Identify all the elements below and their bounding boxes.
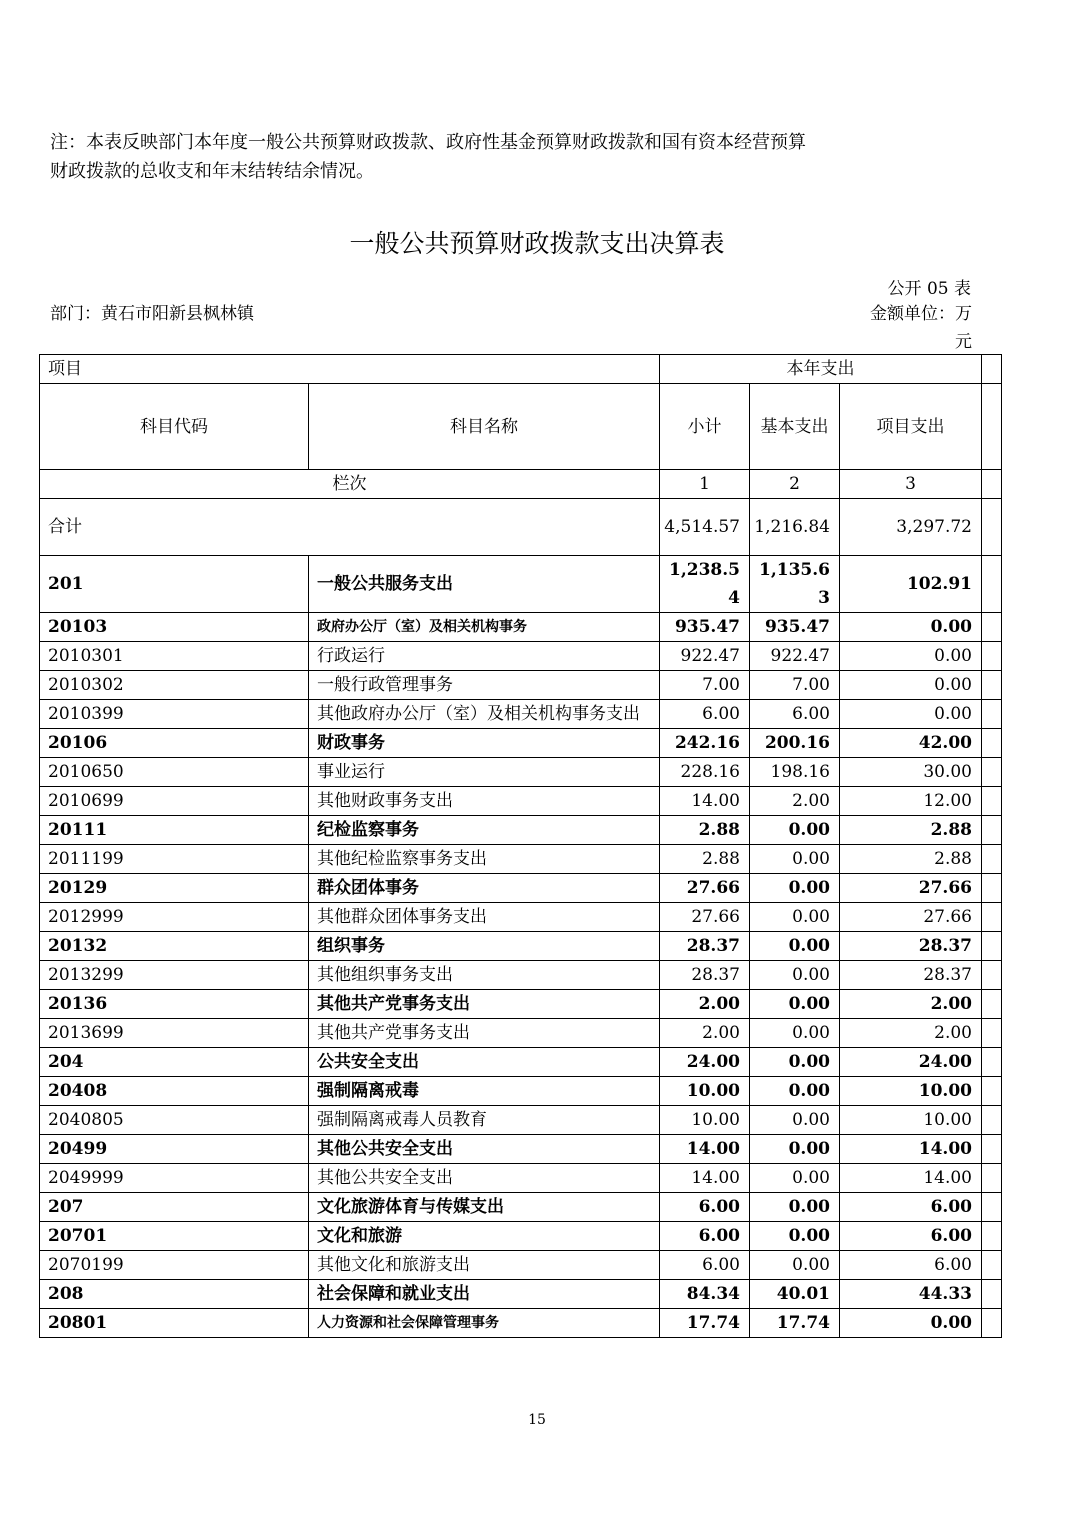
blank-cell <box>982 961 1002 990</box>
basic-value: 0.00 <box>750 903 840 932</box>
project-value: 12.00 <box>840 787 982 816</box>
table-row <box>40 1251 1002 1280</box>
table-row <box>40 1106 1002 1135</box>
blank-cell <box>982 1164 1002 1193</box>
blank-cell <box>982 613 1002 642</box>
subtotal-value: 228.16 <box>660 758 750 787</box>
blank-cell <box>982 1135 1002 1164</box>
project-value: 102.91 <box>840 556 982 613</box>
table-row <box>40 1077 1002 1106</box>
blank-cell <box>982 671 1002 700</box>
subtotal-value: 2.88 <box>660 845 750 874</box>
table-row <box>40 845 1002 874</box>
total-subtotal: 4,514.57 <box>660 499 750 556</box>
subject-name: 其他政府办公厅（室）及相关机构事务支出 <box>309 700 660 729</box>
basic-value: 1,135.63 <box>750 556 840 613</box>
subtotal-value: 27.66 <box>660 903 750 932</box>
amount-unit-line-1: 金额单位：万 <box>870 304 972 324</box>
basic-value: 0.00 <box>750 961 840 990</box>
blank-cell <box>982 1077 1002 1106</box>
blank-cell <box>982 499 1002 556</box>
column-header-code: 科目代码 <box>40 384 309 470</box>
blank-cell <box>982 1309 1002 1338</box>
basic-value: 2.00 <box>750 787 840 816</box>
basic-value: 0.00 <box>750 932 840 961</box>
subject-name: 一般行政管理事务 <box>309 671 660 700</box>
subtotal-value: 935.47 <box>660 613 750 642</box>
blank-cell <box>982 874 1002 903</box>
subject-name: 其他文化和旅游支出 <box>309 1251 660 1280</box>
subject-code: 2040805 <box>40 1106 309 1135</box>
subject-name: 组织事务 <box>309 932 660 961</box>
blank-cell <box>982 903 1002 932</box>
project-value: 2.00 <box>840 1019 982 1048</box>
project-value: 6.00 <box>840 1251 982 1280</box>
subject-name: 纪检监察事务 <box>309 816 660 845</box>
subject-code: 20132 <box>40 932 309 961</box>
table-row <box>40 1019 1002 1048</box>
subtotal-value: 2.00 <box>660 1019 750 1048</box>
subtotal-value: 10.00 <box>660 1106 750 1135</box>
blank-cell <box>982 1222 1002 1251</box>
project-value: 27.66 <box>840 903 982 932</box>
column-index-1: 1 <box>660 470 750 499</box>
project-value: 0.00 <box>840 1309 982 1338</box>
table-row <box>40 1048 1002 1077</box>
subject-code: 2011199 <box>40 845 309 874</box>
column-index-3: 3 <box>840 470 982 499</box>
basic-value: 0.00 <box>750 845 840 874</box>
blank-cell <box>982 758 1002 787</box>
basic-value: 0.00 <box>750 1251 840 1280</box>
subject-name: 强制隔离戒毒 <box>309 1077 660 1106</box>
column-header-name: 科目名称 <box>309 384 660 470</box>
total-label: 合计 <box>40 499 660 556</box>
project-value: 2.88 <box>840 816 982 845</box>
column-header-subtotal: 小计 <box>660 384 750 470</box>
subject-code: 20129 <box>40 874 309 903</box>
department-label: 部门：黄石市阳新县枫林镇 <box>50 304 254 324</box>
project-value: 6.00 <box>840 1193 982 1222</box>
subject-name: 其他纪检监察事务支出 <box>309 845 660 874</box>
subject-code: 20499 <box>40 1135 309 1164</box>
subject-code: 208 <box>40 1280 309 1309</box>
blank-cell <box>982 1019 1002 1048</box>
subtotal-value: 27.66 <box>660 874 750 903</box>
project-value: 44.33 <box>840 1280 982 1309</box>
column-header-project: 项目支出 <box>840 384 982 470</box>
subtotal-value: 6.00 <box>660 1251 750 1280</box>
total-row <box>40 499 1002 556</box>
subject-code: 2010302 <box>40 671 309 700</box>
subtotal-value: 6.00 <box>660 700 750 729</box>
basic-value: 40.01 <box>750 1280 840 1309</box>
amount-unit-line-2: 元 <box>955 332 972 352</box>
basic-value: 935.47 <box>750 613 840 642</box>
subject-name: 一般公共服务支出 <box>309 556 660 613</box>
subject-code: 20408 <box>40 1077 309 1106</box>
project-value: 14.00 <box>840 1135 982 1164</box>
header-row-columns <box>40 384 1002 470</box>
subject-name: 其他共产党事务支出 <box>309 990 660 1019</box>
subtotal-value: 7.00 <box>660 671 750 700</box>
amount-unit <box>850 300 972 356</box>
basic-value: 198.16 <box>750 758 840 787</box>
basic-value: 0.00 <box>750 1048 840 1077</box>
subtotal-value: 28.37 <box>660 932 750 961</box>
subject-name: 其他群众团体事务支出 <box>309 903 660 932</box>
page-title: 一般公共预算财政拨款支出决算表 <box>349 229 725 258</box>
subject-code: 2010399 <box>40 700 309 729</box>
subject-name: 行政运行 <box>309 642 660 671</box>
subject-name: 公共安全支出 <box>309 1048 660 1077</box>
basic-value: 0.00 <box>750 990 840 1019</box>
subtotal-value: 922.47 <box>660 642 750 671</box>
table-row <box>40 556 1002 613</box>
subtotal-value: 10.00 <box>660 1077 750 1106</box>
blank-cell <box>982 1106 1002 1135</box>
header-row-item <box>40 355 1002 384</box>
header-current-year: 本年支出 <box>660 355 982 384</box>
basic-value: 0.00 <box>750 1019 840 1048</box>
project-value: 28.37 <box>840 961 982 990</box>
subject-code: 207 <box>40 1193 309 1222</box>
subject-code: 2012999 <box>40 903 309 932</box>
table-row <box>40 758 1002 787</box>
subtotal-value: 1,238.54 <box>660 556 750 613</box>
table-row <box>40 1135 1002 1164</box>
basic-value: 0.00 <box>750 1193 840 1222</box>
blank-cell <box>982 470 1002 499</box>
subject-code: 20103 <box>40 613 309 642</box>
subject-code: 2013299 <box>40 961 309 990</box>
subtotal-value: 17.74 <box>660 1309 750 1338</box>
subject-code: 20801 <box>40 1309 309 1338</box>
subject-name: 群众团体事务 <box>309 874 660 903</box>
project-value: 28.37 <box>840 932 982 961</box>
basic-value: 0.00 <box>750 1135 840 1164</box>
blank-cell <box>982 642 1002 671</box>
table-row <box>40 932 1002 961</box>
table-row <box>40 1280 1002 1309</box>
blank-cell <box>982 787 1002 816</box>
project-value: 0.00 <box>840 671 982 700</box>
subject-code: 20136 <box>40 990 309 1019</box>
subject-name: 其他公共安全支出 <box>309 1135 660 1164</box>
table-row <box>40 642 1002 671</box>
total-basic: 1,216.84 <box>750 499 840 556</box>
expenditure-table <box>39 354 1002 1338</box>
project-value: 0.00 <box>840 700 982 729</box>
subject-name: 事业运行 <box>309 758 660 787</box>
blank-cell <box>982 729 1002 758</box>
note-line-1: 注：本表反映部门本年度一般公共预算财政拨款、政府性基金预算财政拨款和国有资本经营预算 <box>50 132 806 153</box>
subject-name: 其他公共安全支出 <box>309 1164 660 1193</box>
project-value: 6.00 <box>840 1222 982 1251</box>
table-row <box>40 990 1002 1019</box>
subject-code: 2049999 <box>40 1164 309 1193</box>
project-value: 27.66 <box>840 874 982 903</box>
column-header-basic: 基本支出 <box>750 384 840 470</box>
blank-cell <box>982 990 1002 1019</box>
total-project: 3,297.72 <box>840 499 982 556</box>
subtotal-value: 2.00 <box>660 990 750 1019</box>
subtotal-value: 28.37 <box>660 961 750 990</box>
column-index-2: 2 <box>750 470 840 499</box>
table-row <box>40 729 1002 758</box>
subject-name: 社会保障和就业支出 <box>309 1280 660 1309</box>
subject-name: 文化旅游体育与传媒支出 <box>309 1193 660 1222</box>
subject-name: 政府办公厅（室）及相关机构事务 <box>309 613 660 642</box>
basic-value: 7.00 <box>750 671 840 700</box>
project-value: 42.00 <box>840 729 982 758</box>
basic-value: 0.00 <box>750 1106 840 1135</box>
project-value: 2.00 <box>840 990 982 1019</box>
table-row <box>40 671 1002 700</box>
blank-cell <box>982 1048 1002 1077</box>
subtotal-value: 2.88 <box>660 816 750 845</box>
table-row <box>40 874 1002 903</box>
subject-code: 2010301 <box>40 642 309 671</box>
blank-cell <box>982 1280 1002 1309</box>
table-row <box>40 700 1002 729</box>
project-value: 30.00 <box>840 758 982 787</box>
project-value: 10.00 <box>840 1077 982 1106</box>
column-index-row <box>40 470 1002 499</box>
basic-value: 6.00 <box>750 700 840 729</box>
project-value: 0.00 <box>840 613 982 642</box>
blank-cell <box>982 1251 1002 1280</box>
blank-cell <box>982 355 1002 384</box>
subject-name: 其他财政事务支出 <box>309 787 660 816</box>
blank-cell <box>982 932 1002 961</box>
subtotal-value: 24.00 <box>660 1048 750 1077</box>
subject-name: 财政事务 <box>309 729 660 758</box>
basic-value: 0.00 <box>750 874 840 903</box>
basic-value: 200.16 <box>750 729 840 758</box>
page-number: 15 <box>528 1412 546 1428</box>
table-row <box>40 1193 1002 1222</box>
subject-code: 2070199 <box>40 1251 309 1280</box>
subject-name: 人力资源和社会保障管理事务 <box>309 1309 660 1338</box>
project-value: 10.00 <box>840 1106 982 1135</box>
blank-cell <box>982 1193 1002 1222</box>
subject-code: 20111 <box>40 816 309 845</box>
blank-cell <box>982 816 1002 845</box>
table-row <box>40 1222 1002 1251</box>
subtotal-value: 84.34 <box>660 1280 750 1309</box>
subject-code: 2013699 <box>40 1019 309 1048</box>
blank-cell <box>982 700 1002 729</box>
subject-name: 文化和旅游 <box>309 1222 660 1251</box>
subject-code: 20701 <box>40 1222 309 1251</box>
subject-code: 204 <box>40 1048 309 1077</box>
header-item: 项目 <box>40 355 660 384</box>
subtotal-value: 242.16 <box>660 729 750 758</box>
table-row <box>40 613 1002 642</box>
subtotal-value: 6.00 <box>660 1193 750 1222</box>
project-value: 14.00 <box>840 1164 982 1193</box>
subtotal-value: 6.00 <box>660 1222 750 1251</box>
basic-value: 0.00 <box>750 1164 840 1193</box>
subject-code: 20106 <box>40 729 309 758</box>
subtotal-value: 14.00 <box>660 1164 750 1193</box>
blank-cell <box>982 556 1002 613</box>
subject-name: 其他组织事务支出 <box>309 961 660 990</box>
table-row <box>40 903 1002 932</box>
table-row <box>40 787 1002 816</box>
column-index-label: 栏次 <box>40 470 660 499</box>
subtotal-value: 14.00 <box>660 787 750 816</box>
blank-cell <box>982 845 1002 874</box>
basic-value: 0.00 <box>750 1222 840 1251</box>
table-row <box>40 1309 1002 1338</box>
blank-cell <box>982 384 1002 470</box>
table-row <box>40 816 1002 845</box>
table-row <box>40 1164 1002 1193</box>
basic-value: 17.74 <box>750 1309 840 1338</box>
subject-name: 其他共产党事务支出 <box>309 1019 660 1048</box>
project-value: 0.00 <box>840 642 982 671</box>
basic-value: 922.47 <box>750 642 840 671</box>
form-number: 公开 05 表 <box>887 279 971 299</box>
basic-value: 0.00 <box>750 816 840 845</box>
subject-code: 2010699 <box>40 787 309 816</box>
subject-code: 201 <box>40 556 309 613</box>
basic-value: 0.00 <box>750 1077 840 1106</box>
subject-name: 强制隔离戒毒人员教育 <box>309 1106 660 1135</box>
subtotal-value: 14.00 <box>660 1135 750 1164</box>
subject-code: 2010650 <box>40 758 309 787</box>
table-row <box>40 961 1002 990</box>
table-note <box>50 128 950 186</box>
project-value: 2.88 <box>840 845 982 874</box>
project-value: 24.00 <box>840 1048 982 1077</box>
note-line-2: 财政拨款的总收支和年末结转结余情况。 <box>50 161 374 182</box>
